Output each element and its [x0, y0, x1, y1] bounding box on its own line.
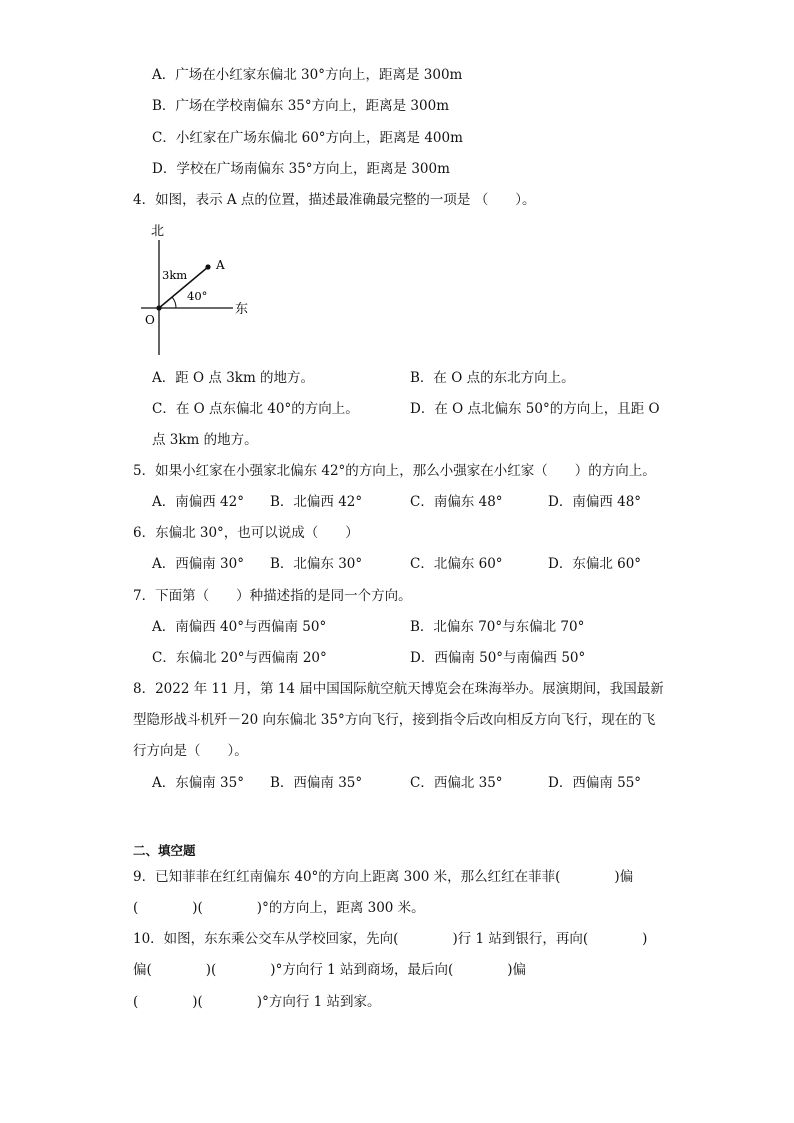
q8-option-d: D．西偏南 55°: [548, 775, 642, 791]
q7-option-c: C．东偏北 20°与西偏南 20°: [152, 650, 327, 666]
q6-option-b: B．北偏东 30°: [270, 556, 363, 572]
q5-stem: 5．如果小红家在小强家北偏东 42°的方向上，那么小强家在小红家（ ）的方向上。: [133, 463, 656, 479]
q6-option-a: A．西偏南 30°: [152, 556, 244, 572]
q10-line-1: 10．如图，东东乘公交车从学校回家，先向( )行 1 站到银行，再向( ): [133, 931, 648, 947]
angle-label: 40°: [187, 289, 208, 303]
q8-option-a: A．东偏南 35°: [152, 775, 244, 791]
q8-line-2: 型隐形战斗机歼－20 向东偏北 35°方向飞行，接到指令后改向相反方向飞行，现在的飞: [133, 712, 656, 728]
q3-option-c: C．小红家在广场东偏北 60°方向上，距离是 400m: [152, 130, 463, 146]
q4-stem: 4．如图，表示 A 点的位置，描述最准确最完整的一项是 （ ）。: [133, 192, 536, 208]
q8-line-1: 8．2022 年 11 月，第 14 届中国国际航空航天博览会在珠海举办。展演期间，我国最新: [133, 681, 664, 697]
q4-option-c: C．在 O 点东偏北 40°的方向上。: [152, 401, 359, 417]
q10-line-2: 偏( )( )°方向行 1 站到商场，最后向( )偏: [133, 962, 527, 978]
distance-label: 3km: [162, 268, 188, 282]
q10-line-3: ( )( )°方向行 1 站到家。: [133, 994, 381, 1010]
point-a-label: A: [216, 258, 225, 272]
east-label: 东: [235, 302, 249, 317]
q3-option-b: B．广场在学校南偏东 35°方向上，距离是 300m: [152, 98, 449, 114]
q7-option-d: D．西偏南 50°与南偏西 50°: [410, 650, 586, 666]
q5-option-b: B．北偏西 42°: [270, 494, 363, 510]
q4-option-d: D．在 O 点北偏东 50°的方向上，且距 O: [410, 401, 660, 417]
origin-label: O: [145, 313, 155, 327]
q6-option-d: D．东偏北 60°: [548, 556, 642, 572]
q9-line-2: ( )( )°的方向上，距离 300 米。: [133, 900, 425, 916]
q6-option-c: C．北偏东 60°: [410, 556, 503, 572]
section-title-fill-in: 二、填空题: [133, 843, 196, 858]
q5-option-d: D．南偏西 48°: [548, 494, 642, 510]
angle-arc: [172, 297, 176, 308]
q8-option-b: B．西偏南 35°: [270, 775, 363, 791]
q3-option-d: D．学校在广场南偏东 35°方向上，距离是 300m: [152, 161, 450, 177]
q4-direction-figure: [135, 218, 255, 360]
q7-stem: 7．下面第（ ）种描述指的是同一个方向。: [133, 588, 412, 604]
q7-option-b: B．北偏东 70°与东偏北 70°: [410, 619, 585, 635]
q3-option-a: A．广场在小红家东偏北 30°方向上，距离是 300m: [152, 67, 463, 83]
point-a-dot: [205, 264, 210, 269]
north-label: 北: [151, 224, 165, 239]
q5-option-c: C．南偏东 48°: [410, 494, 503, 510]
q4-option-b: B．在 O 点的东北方向上。: [410, 370, 575, 386]
point-o-dot: [156, 305, 161, 310]
q9-line-1: 9．已知菲菲在红红南偏东 40°的方向上距离 300 米，那么红红在菲菲( )偏: [133, 869, 634, 885]
q4-option-d-cont: 点 3km 的地方。: [152, 432, 258, 448]
q6-stem: 6．东偏北 30°，也可以说成（ ）: [133, 525, 359, 541]
q8-option-c: C．西偏北 35°: [410, 775, 503, 791]
q8-line-3: 行方向是（ ）。: [133, 743, 248, 759]
q4-option-a: A．距 O 点 3km 的地方。: [152, 370, 315, 386]
q7-option-a: A．南偏西 40°与西偏南 50°: [152, 619, 327, 635]
q5-option-a: A．南偏西 42°: [152, 494, 244, 510]
